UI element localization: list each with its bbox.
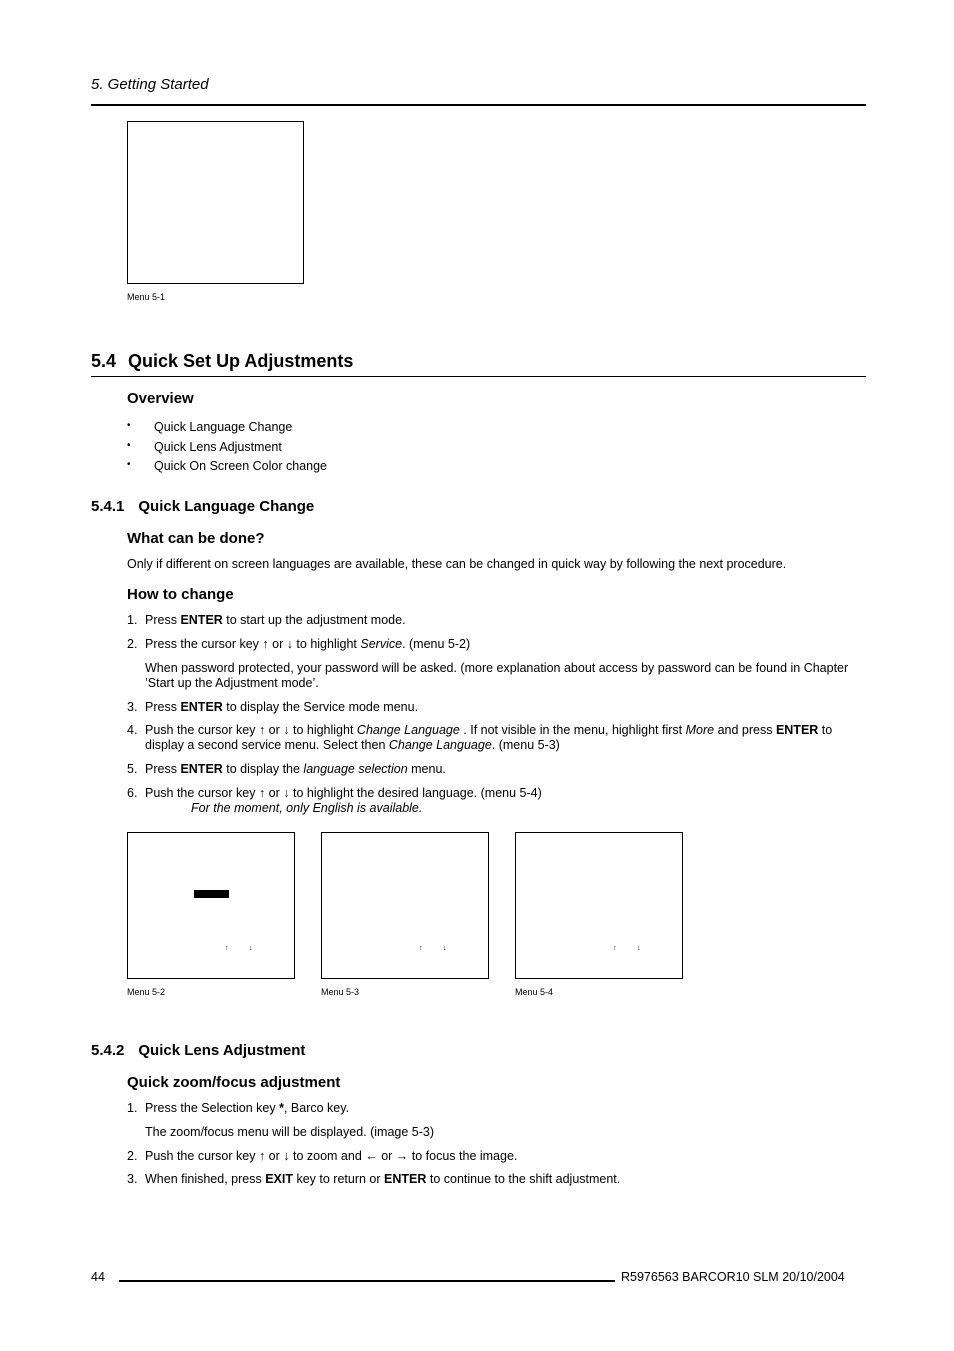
step-text: to — [818, 723, 833, 737]
step-text: to start up the adjustment mode. — [222, 613, 406, 627]
menu-item-name: Change Language — [356, 723, 460, 737]
menu-5-2-image — [127, 832, 295, 979]
key-name: * — [279, 1101, 284, 1115]
step-number: 1. — [127, 1101, 138, 1115]
note-text: The zoom/focus menu will be displayed. (image 5-3) — [145, 1125, 435, 1139]
arrow-up-icon: ↑ — [613, 945, 617, 952]
menu-item-name: Change Language — [388, 738, 492, 752]
step-number: 2. — [127, 637, 138, 651]
step-text: Press — [145, 613, 181, 627]
step-text: and press — [714, 723, 776, 737]
subsection-2-heading — [91, 1042, 305, 1059]
chapter-header: 5. Getting Started — [91, 76, 209, 93]
footer-rule — [119, 1280, 615, 1282]
arrow-up-icon: ↑ — [419, 945, 423, 952]
step-text: Press the Selection key — [145, 1101, 280, 1115]
menu-5-3-caption: Menu 5-3 — [321, 987, 360, 997]
menu-selection-bar — [194, 890, 229, 898]
step-text: to display the Service mode menu. — [222, 700, 419, 714]
note-text: When password protected, your password will be asked. (more explanation about access by password can be found in Chapter ’Start up the Adjustment mode’. — [145, 661, 849, 690]
key-name: ENTER — [180, 613, 223, 627]
key-name: EXIT — [265, 1172, 293, 1186]
step-text: menu. — [407, 762, 446, 776]
section-rule — [91, 376, 866, 377]
step-text: When finished, press — [145, 1172, 266, 1186]
menu-item-name: More — [685, 723, 715, 737]
step-number: 2. — [127, 1149, 138, 1163]
arrow-down-icon: ↓ — [249, 945, 253, 952]
arrow-down-icon: ↓ — [443, 945, 447, 952]
lens-step-3 — [127, 1172, 867, 1187]
section-number: 5.4 — [91, 351, 117, 371]
zoom-heading: Quick zoom/focus adjustment — [127, 1074, 341, 1091]
subsection-1-number: 5.4.1 — [91, 498, 125, 515]
key-name: ENTER — [180, 762, 223, 776]
step-text: Push the cursor key ↑ or ↓ to highlight the desired language. (menu 5-4) — [145, 786, 542, 800]
step-number: 3. — [127, 700, 138, 714]
overview-list — [127, 420, 327, 479]
menu-5-1-image — [127, 121, 304, 284]
note-text: For the moment, only English is available. — [191, 801, 423, 815]
list-item: • Quick Lens Adjustment — [127, 440, 327, 460]
step-number: 5. — [127, 762, 138, 776]
step-number: 6. — [127, 786, 138, 800]
step-6 — [127, 786, 867, 816]
step-3 — [127, 700, 867, 715]
how-heading: How to change — [127, 586, 234, 603]
menu-5-1-caption: Menu 5-1 — [127, 292, 166, 302]
overview-heading: Overview — [127, 390, 194, 407]
step-text: display a second service menu. Select then — [145, 738, 389, 752]
step-2 — [127, 637, 867, 652]
menu-5-2-caption: Menu 5-2 — [127, 987, 166, 997]
subsection-2-title: Quick Lens Adjustment — [138, 1042, 306, 1059]
key-name: ENTER — [180, 700, 223, 714]
step-text: key to return or — [293, 1172, 385, 1186]
list-item: • Quick Language Change — [127, 420, 327, 440]
step-2-note — [127, 661, 867, 691]
step-1 — [127, 613, 867, 628]
step-text: Push the cursor key ↑ or ↓ to highlight — [145, 723, 357, 737]
lens-step-1 — [127, 1101, 867, 1116]
list-item: • Quick On Screen Color change — [127, 459, 327, 479]
step-text: to display the — [222, 762, 304, 776]
section-heading — [91, 351, 353, 372]
subsection-1-heading — [91, 498, 314, 515]
key-name: ENTER — [384, 1172, 427, 1186]
step-text: . (menu 5-3) — [491, 738, 560, 752]
subsection-2-number: 5.4.2 — [91, 1042, 125, 1059]
what-text: Only if different on screen languages are available, these can be changed in quick way by following the next procedure. — [127, 557, 787, 571]
step-text: Push the cursor key ↑ or ↓ to zoom and ← or → to focus the image. — [145, 1149, 518, 1163]
step-5 — [127, 762, 867, 777]
key-name: ENTER — [775, 723, 819, 737]
lens-step-2 — [127, 1149, 867, 1164]
step-text: , Barco key. — [283, 1101, 350, 1115]
menu-item-name: Service — [360, 637, 403, 651]
section-title: Quick Set Up Adjustments — [128, 351, 354, 371]
subsection-1-title: Quick Language Change — [138, 498, 315, 515]
lens-step-1-note — [127, 1125, 867, 1140]
step-text: Press — [145, 762, 181, 776]
menu-5-4-caption: Menu 5-4 — [515, 987, 554, 997]
page-number: 44 — [91, 1270, 105, 1284]
step-text: . (menu 5-2) — [402, 637, 471, 651]
step-4 — [127, 723, 867, 753]
menu-5-3-image — [321, 832, 489, 979]
step-text: Press the cursor key ↑ or ↓ to highlight — [145, 637, 361, 651]
document-reference: R5976563 BARCOR10 SLM 20/10/2004 — [621, 1270, 845, 1284]
step-number: 4. — [127, 723, 138, 737]
step-text: . If not visible in the menu, highlight first — [459, 723, 686, 737]
step-text: Press — [145, 700, 181, 714]
step-number: 1. — [127, 613, 138, 627]
what-heading: What can be done? — [127, 530, 265, 547]
arrow-up-icon: ↑ — [225, 945, 229, 952]
menu-item-name: language selection — [303, 762, 408, 776]
menu-5-4-image — [515, 832, 683, 979]
step-text: to continue to the shift adjustment. — [426, 1172, 621, 1186]
step-number: 3. — [127, 1172, 138, 1186]
arrow-down-icon: ↓ — [637, 945, 641, 952]
header-rule — [91, 104, 866, 106]
